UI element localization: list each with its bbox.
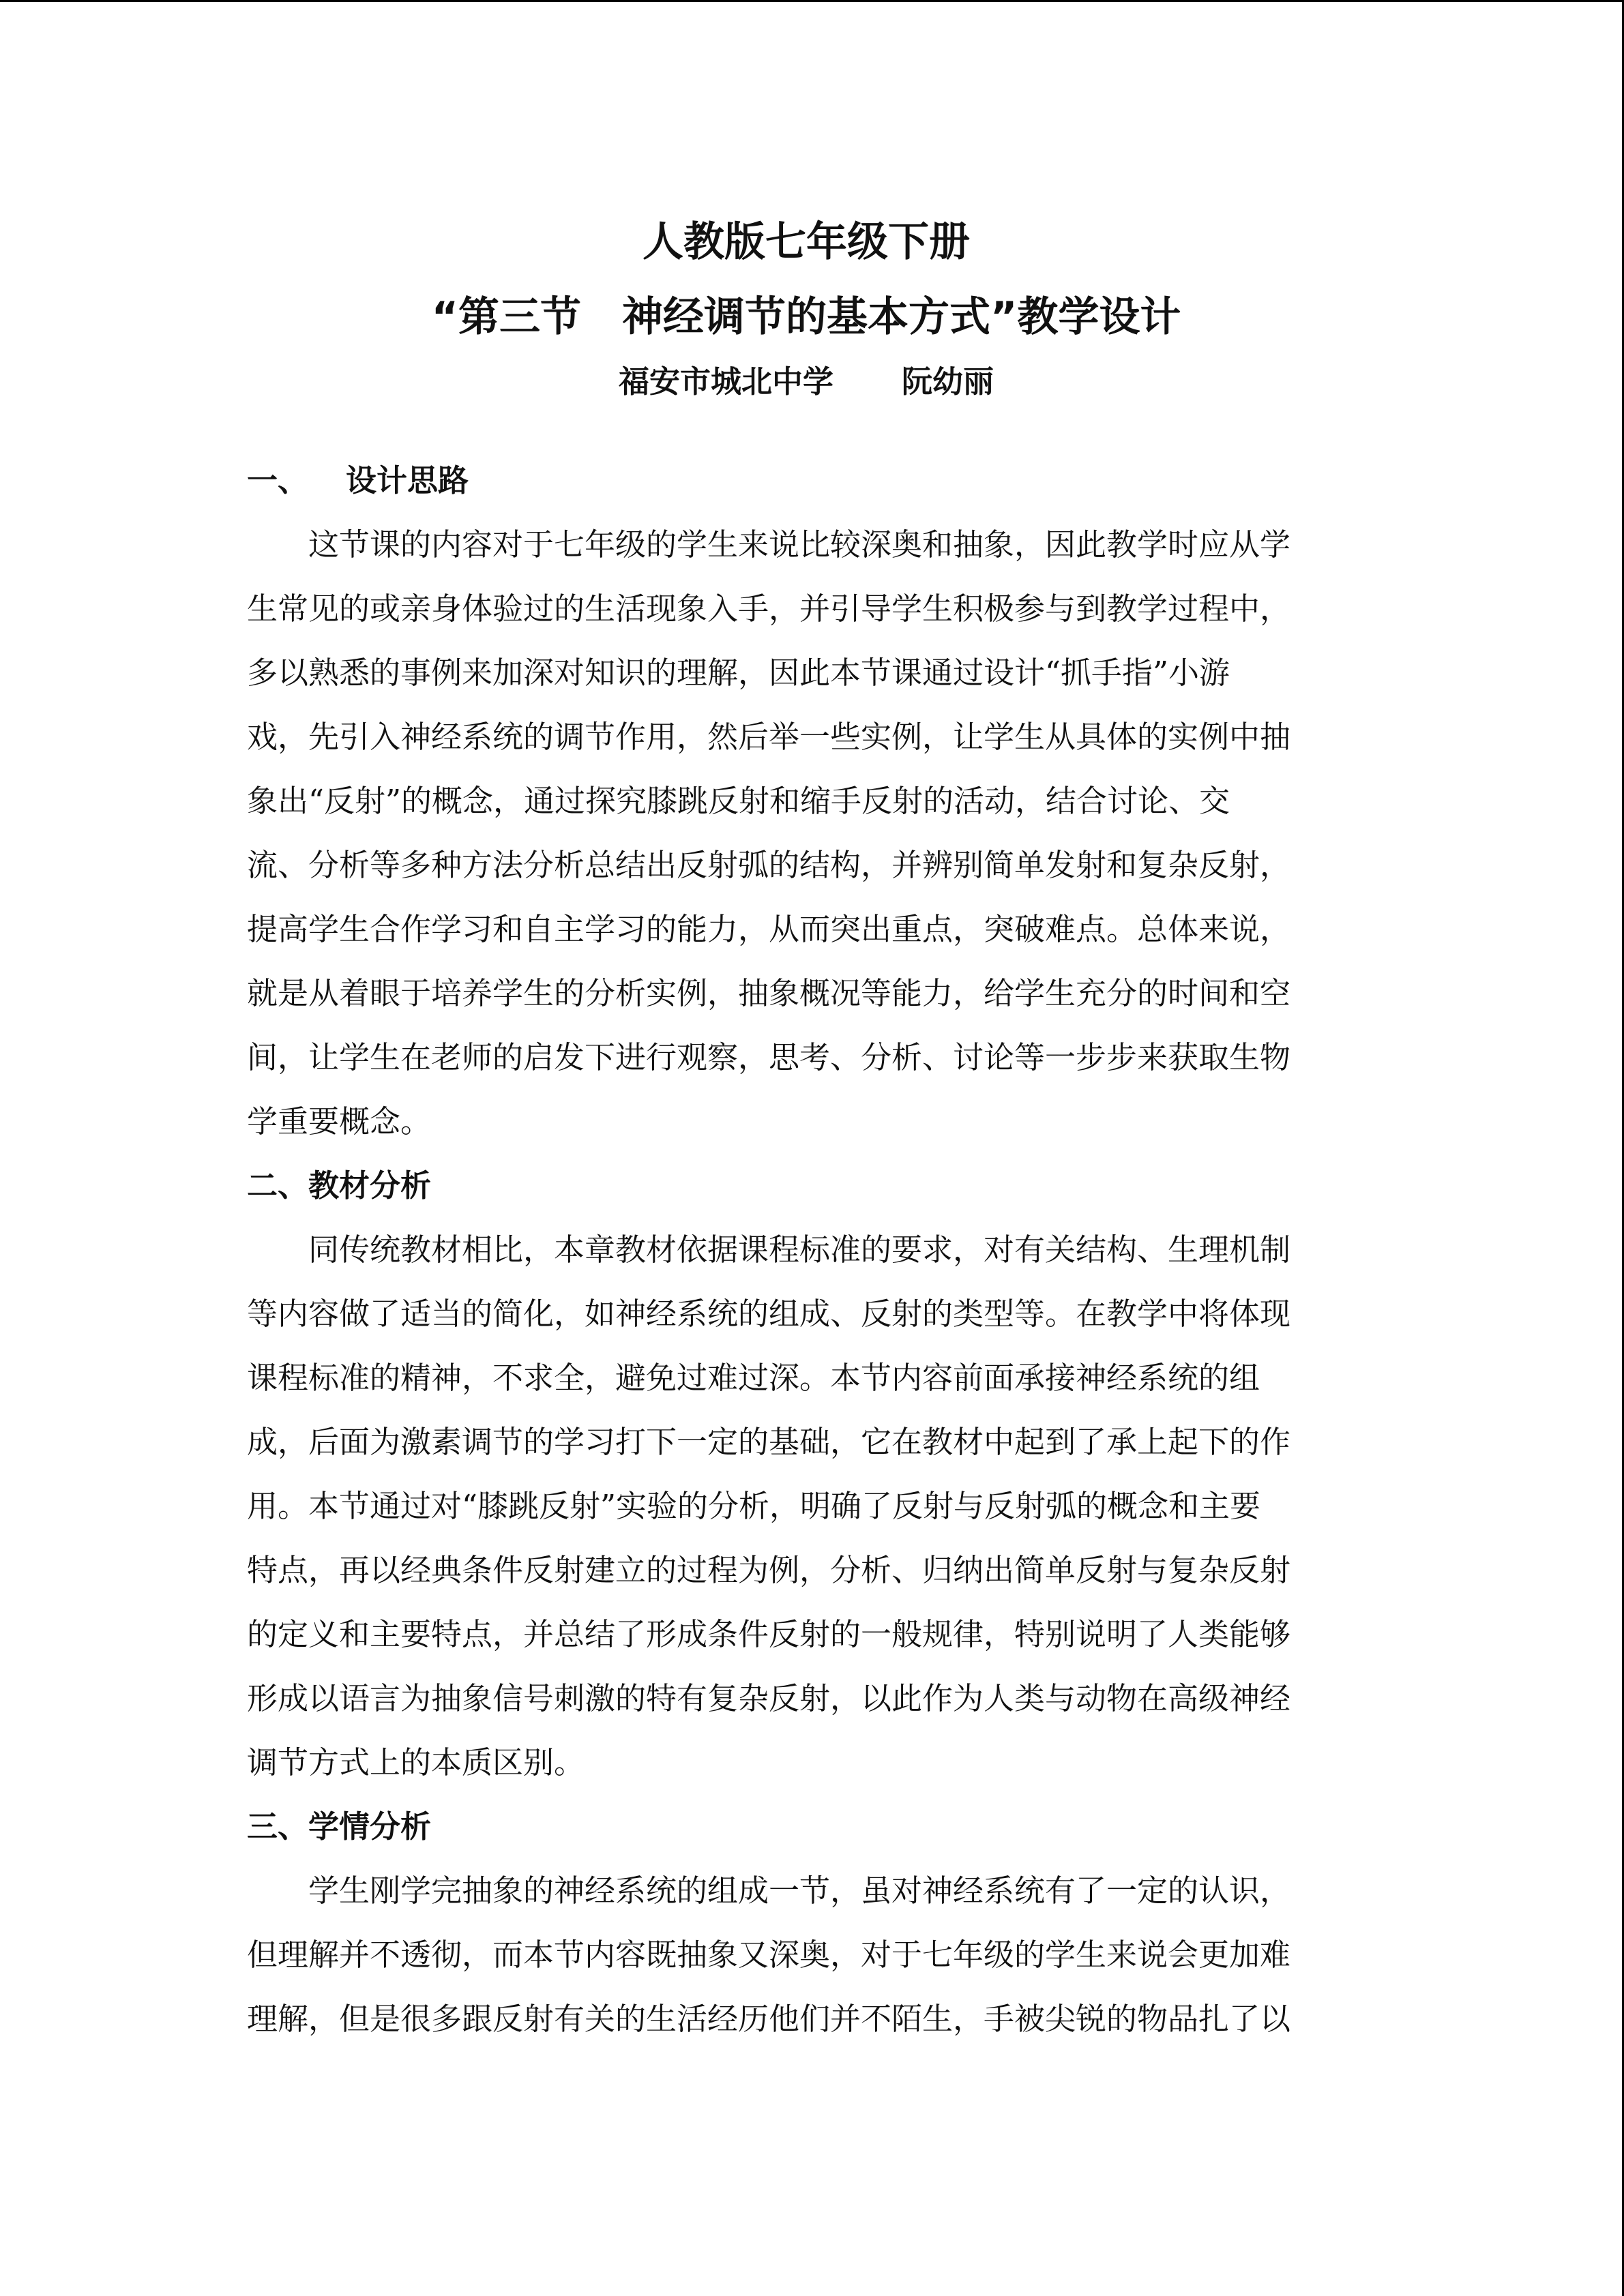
paragraph-line: 流、分析等多种方法分析总结出反射弧的结构，并辨别简单发射和复杂反射， (247, 847, 1291, 883)
paragraph-line: 就是从着眼于培养学生的分析实例，抽象概况等能力，给学生充分的时间和空 (247, 975, 1291, 1011)
paragraph-line: 同传统教材相比，本章教材依据课程标准的要求，对有关结构、生理机制 (308, 1232, 1291, 1268)
section-number: 二、 (247, 1167, 309, 1204)
paragraph-line: 调节方式上的本质区别。 (247, 1744, 585, 1780)
paragraph-line: 的定义和主要特点，并总结了形成条件反射的一般规律，特别说明了人类能够 (247, 1616, 1291, 1652)
paragraph-line: 学生刚学完抽象的神经系统的组成一节，虽对神经系统有了一定的认识， (308, 1873, 1291, 1909)
author-name: 阮幼丽 (902, 363, 994, 400)
paragraph-line: 生常见的或亲身体验过的生活现象入手，并引导学生积极参与到教学过程中， (247, 591, 1291, 627)
document-page (247, 205, 1365, 2051)
section-title: 设计思路 (346, 462, 469, 498)
author-line (247, 355, 1365, 409)
school-name: 福安市城北中学 (618, 363, 833, 400)
paragraph-line: 学重要概念。 (247, 1103, 432, 1139)
paragraph-line: 间，让学生在老师的启发下进行观察，思考、分析、讨论等一步步来获取生物 (247, 1039, 1291, 1075)
paragraph-line: 提高学生合作学习和自主学习的能力，从而突出重点，突破难点。总体来说， (247, 911, 1291, 947)
section-heading-textbook-analysis (247, 1154, 1365, 1218)
paragraph-line: 用。本节通过对“膝跳反射”实验的分析，明确了反射与反射弧的概念和主要 (247, 1488, 1261, 1524)
section-body-textbook-analysis (247, 1218, 1365, 1795)
section-number: 一、 (247, 462, 309, 498)
section-number: 三、 (247, 1808, 309, 1845)
document-title-line-2: “第三节 神经调节的基本方式”教学设计 (431, 293, 1181, 341)
paragraph-line: 戏，先引入神经系统的调节作用，然后举一些实例，让学生从具体的实例中抽 (247, 719, 1291, 755)
paragraph-line: 特点，再以经典条件反射建立的过程为例，分析、归纳出简单反射与复杂反射 (247, 1552, 1291, 1588)
paragraph-line: 等内容做了适当的简化，如神经系统的组成、反射的类型等。在教学中将体现 (247, 1296, 1291, 1332)
paragraph-line: 课程标准的精神，不求全，避免过难过深。本节内容前面承接神经系统的组 (247, 1360, 1260, 1396)
paragraph-line: 理解，但是很多跟反射有关的生活经历他们并不陌生，手被尖锐的物品扎了以 (247, 2001, 1291, 2037)
section-body-student-analysis (247, 1859, 1365, 2051)
paragraph-line: 形成以语言为抽象信号刺激的特有复杂反射，以此作为人类与动物在高级神经 (247, 1680, 1291, 1716)
section-title: 学情分析 (308, 1808, 432, 1845)
section-heading-design-approach (247, 449, 1365, 513)
paragraph-line: 多以熟悉的事例来加深对知识的理解，因此本节课通过设计“抓手指”小游 (247, 655, 1230, 691)
section-title: 教材分析 (308, 1167, 432, 1204)
document-title-line-1: 人教版七年级下册 (643, 218, 970, 266)
paragraph-line: 成，后面为激素调节的学习打下一定的基础，它在教材中起到了承上起下的作 (247, 1424, 1291, 1460)
paragraph-line: 这节课的内容对于七年级的学生来说比较深奥和抽象，因此教学时应从学 (308, 526, 1291, 563)
section-body-design-approach (247, 513, 1365, 1154)
paragraph-line: 但理解并不透彻，而本节内容既抽象又深奥，对于七年级的学生来说会更加难 (247, 1937, 1291, 1973)
paragraph-line: 象出“反射”的概念，通过探究膝跳反射和缩手反射的活动，结合讨论、交 (247, 783, 1230, 819)
page-top-border (0, 0, 1624, 2)
section-heading-student-analysis (247, 1795, 1365, 1859)
